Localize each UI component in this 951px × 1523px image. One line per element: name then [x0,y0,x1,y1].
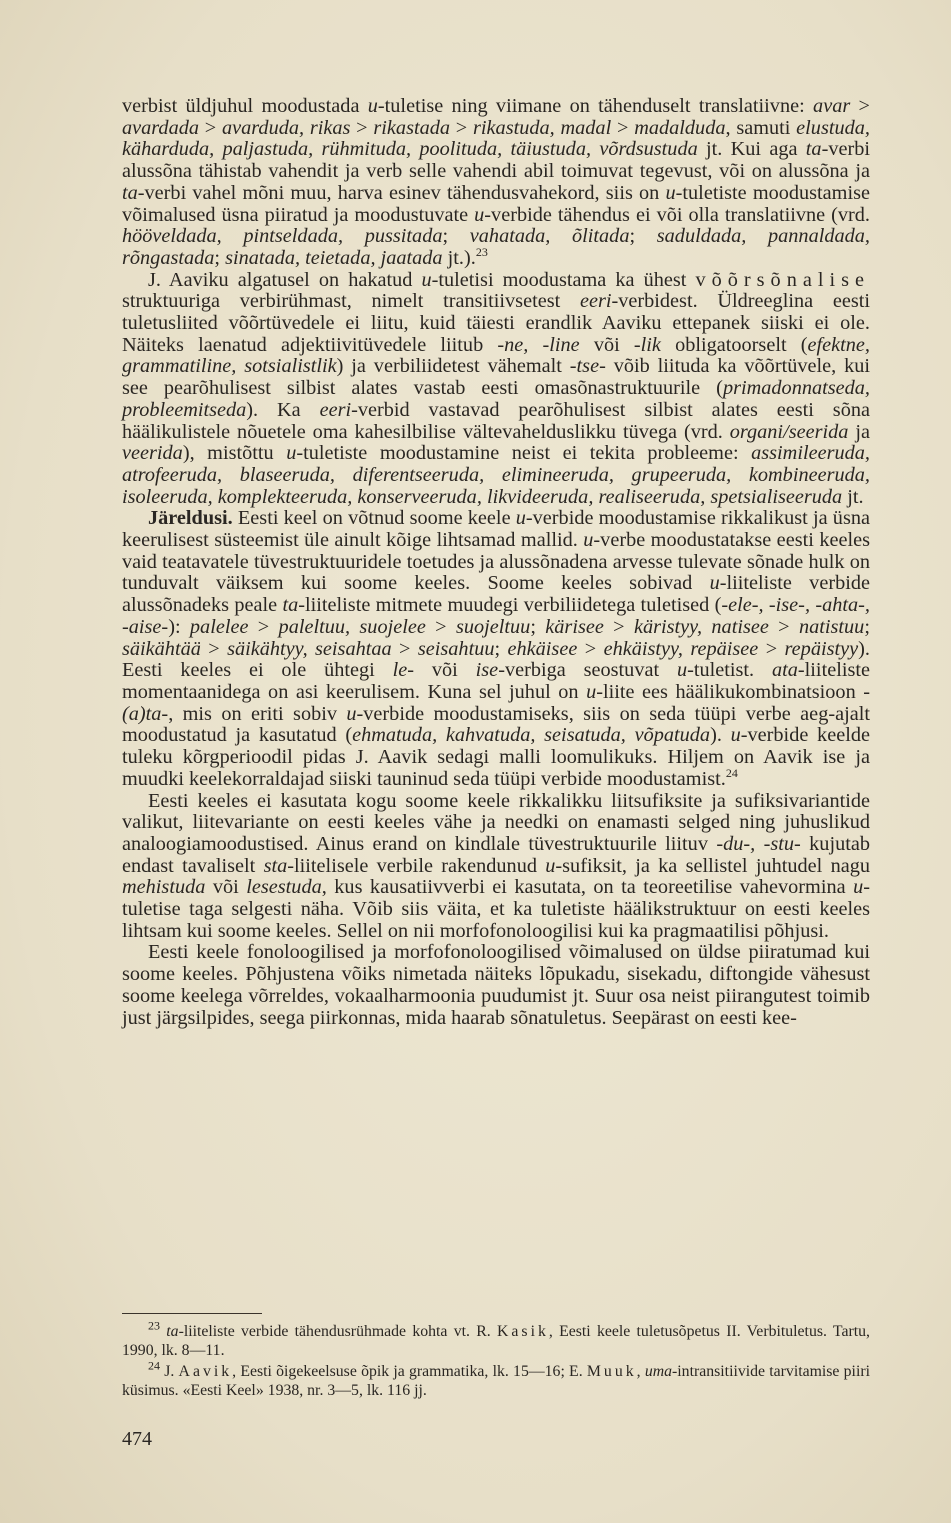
footnote-24: $^{24}$ J. Aavik, Eesti õigekeelsuse õpik ja grammatika, lk. 15—16; E. Muuk, uma-intransitiivide tarvitamise piiri küsimus. «Eesti Keel» 1938, nr. 3—5, lk. 116 jj. [122,1358,870,1399]
paragraph-5: Eesti keele fonoloogilised ja morfofonoloogilised võimalused on üldse piiratumad kui soome keeles. Põhjustena võiks nimetada näiteks lõpukadu, sisekadu, diftongide vähesust soome keelega võrreldes, vokaalharmoonia puudumist jt. Suur osa neist piirangutest toimib just järgsilpides, seega piirkonnas, mida haarab sõnatuletus. Seepärast on eesti kee- [122,941,870,1029]
paragraph-3: Järeldusi. Eesti keel on võtnud soome keele u-verbide moodustamise rikkalikust ja üsna keerulisest süsteemist üle ainult kõige lihtsamad mallid. u-verbe moodustatakse eesti keeles vaid teatavatele tüvestruktuuridele toetudes ja alussõnadena arvesse tulevate sõnade hulk on tunduvalt väiksem kui soome keeles. Soome keeles sobivad u-liiteliste verbide alussõnadeks peale ta-liiteliste mitmete muudegi verbiliidetega tuletised (-ele-, -ise-, -ahta-, -aise-): palelee > paleltuu, suojelee > suojeltuu; kärisee > käristyy, natisee > natistuu; säikähtää > säikähtyy, seisahtaa > seisahtuu; ehkäisee > ehkäistyy, repäisee > repäistyy). Eesti keeles ei ole ühtegi le- või ise-verbiga seostuvat u-tuletist. ata-liiteliste momentaanidega on asi keerulisem. Kuna sel juhul on u-liite ees häälikukombinatsioon -(a)ta-, mis on eriti sobiv u-verbide moodustamiseks, siis on seda tüüpi verbe aeg-ajalt moodustatud ja kasutatud (ehmatuda, kahvatuda, seisatuda, võpatuda). u-verbide keelde tuleku kõrgperioodil pidas J. Aavik sedagi malli loomulikuks. Hiljem on Aavik ise ja muudki keelekorraldajad siiski tauninud seda tüüpi verbide moodustamist.$^{24}$ [122,507,871,790]
page-number: 474 [122,1428,152,1450]
paragraph-2: J. Aaviku algatusel on hakatud u-tuletisi moodustama ka ühest võõrsõnalise struktuuriga verbirühmast, nimelt transitiivsetest eeri-verbidest. Üldreeglina eesti tuletusliited võõrtüvedele ei liitu, kuid täiesti erandlik Aaviku ettepanek siiski ei ole. Näiteks laenatud adjektiivitüvedele liitub -ne, -line või -lik obligatoorselt (efektne, grammatiline, sotsialistlik) ja verbiliidetest vähemalt -tse- võib liituda ka võõrtüvele, kui see pearõhulisest silbist alates vastab eesti omasõnastruktuurile (primadonnatseda, probleemitseda). Ka eeri-verbid vastavad pearõhulisest silbist alates eesti sõna häälikulistele nõuetele oma kahesilbilise vältevahelduslikku tüvega (vrd. organi/seerida ja veerida), mistõttu u-tuletiste moodustamine neist ei tekita probleeme: assimileeruda, atrofeeruda, blaseeruda, diferentseeruda, elimineeruda, grupeeruda, kombineeruda, isoleeruda, komplekteeruda, konserveeruda, likvideeruda, realiseeruda, spetsialiseeruda jt. [122,268,871,508]
paragraph-4: Eesti keeles ei kasutata kogu soome keele rikkalikku liitsufiksite ja sufiksivariantide valikut, liitevariante on eesti keeles vähe ja needki on enamasti selged ning juhuslikud analoogiamoodustised. Ainus erand on kindlale tüvestruktuurile liituv -du-, -stu- kujutab endast tavaliselt sta-liitelisele verbile rakendunud u-sufiksit, ja ka sellistel juhtudel nagu mehistuda või lesestuda, kus kausatiivverbi ei kasutata, on ta teoreetilise vahevormina u-tuletise taga selgesti näha. Võib siis väita, et ka tuletiste häälikstruktuur on eesti keeles lihtsam kui soome keeles. Sellel on nii morfofonoloogilisi kui ka pragmaatilisi põhjusi. [122,789,870,942]
footnote-rule [122,1313,262,1314]
body-text [122,96,870,1029]
paragraph-1: verbist üldjuhul moodustada u-tuletise ning viimane on tähenduselt translatiivne: avar > avardada > avarduda, rikas > rikastada > rikastuda, madal > madalduda, samuti elustuda, käharduda, paljastuda, rühmituda, poolituda, täiustuda, võrdsustuda jt. Kui aga ta-verbi alussõna tähistab vahendit ja verb selle vahendi abil toimuvat tegevust, või on alussõna ja ta-verbi vahel mõni muu, harva esinev tähendusvahekord, siis on u-tuletiste moodustamise võimalused üsna piiratud ja moodustuvate u-verbide tähendus ei või olla translatiivne (vrd. hööveldada, pintseldada, pussitada; vahatada, õlitada; saduldada, pannaldada, rõngastada; sinatada, teietada, jaatada jt.).$^{23}$ [122,95,871,269]
footnote-23: $^{23}$ ta-liiteliste verbide tähendusrühmade kohta vt. R. Kasik, Eesti keele tuletusõpetus II. Verbituletus. Tartu, 1990, lk. 8—11. [122,1318,870,1359]
